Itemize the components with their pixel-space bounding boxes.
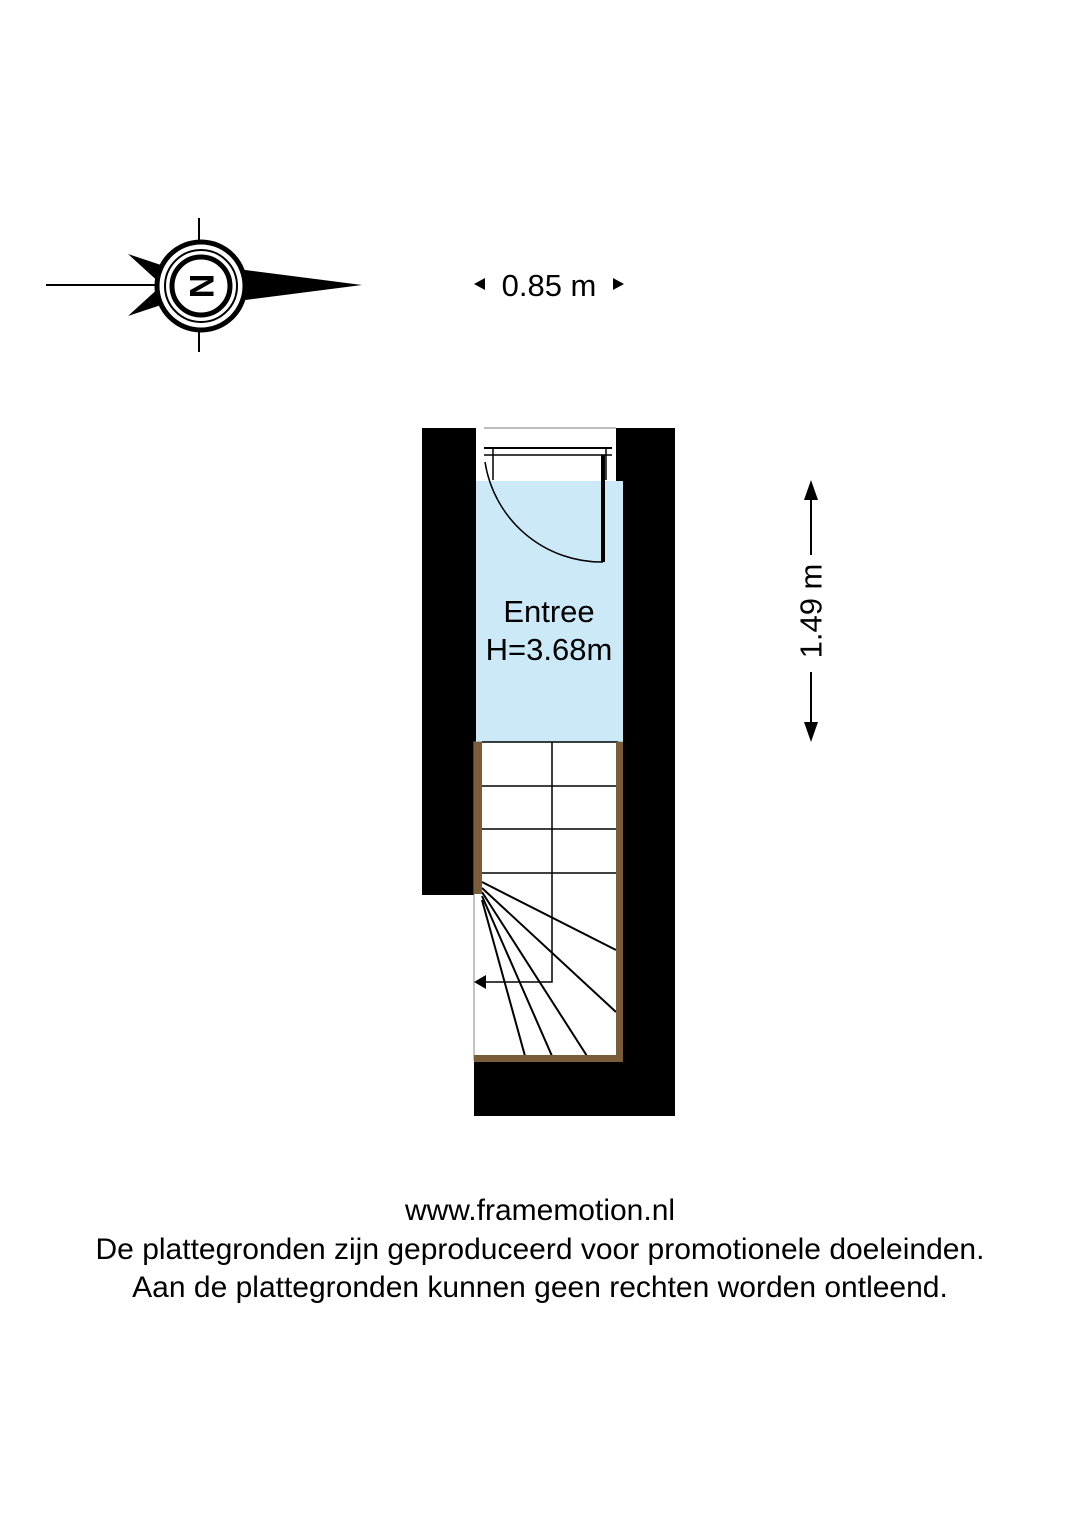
footer-website: www.framemotion.nl	[404, 1194, 676, 1227]
compass-rose-icon	[46, 218, 362, 352]
footer-disclaimer-2: Aan de plattegronden kunnen geen rechten worden ontleend.	[132, 1271, 948, 1304]
room-name: Entree	[503, 594, 595, 629]
staircase	[474, 742, 623, 1062]
width-dimension	[474, 268, 624, 303]
compass-letter: N	[182, 273, 220, 299]
width-label: 0.85 m	[501, 268, 597, 303]
footer-disclaimer-1: De plattegronden zijn geproduceerd voor promotionele doeleinden.	[95, 1233, 985, 1266]
height-label: 1.49 m	[793, 563, 829, 659]
front-door	[484, 428, 616, 482]
height-dimension	[794, 480, 829, 742]
room-height: H=3.68m	[485, 632, 613, 667]
